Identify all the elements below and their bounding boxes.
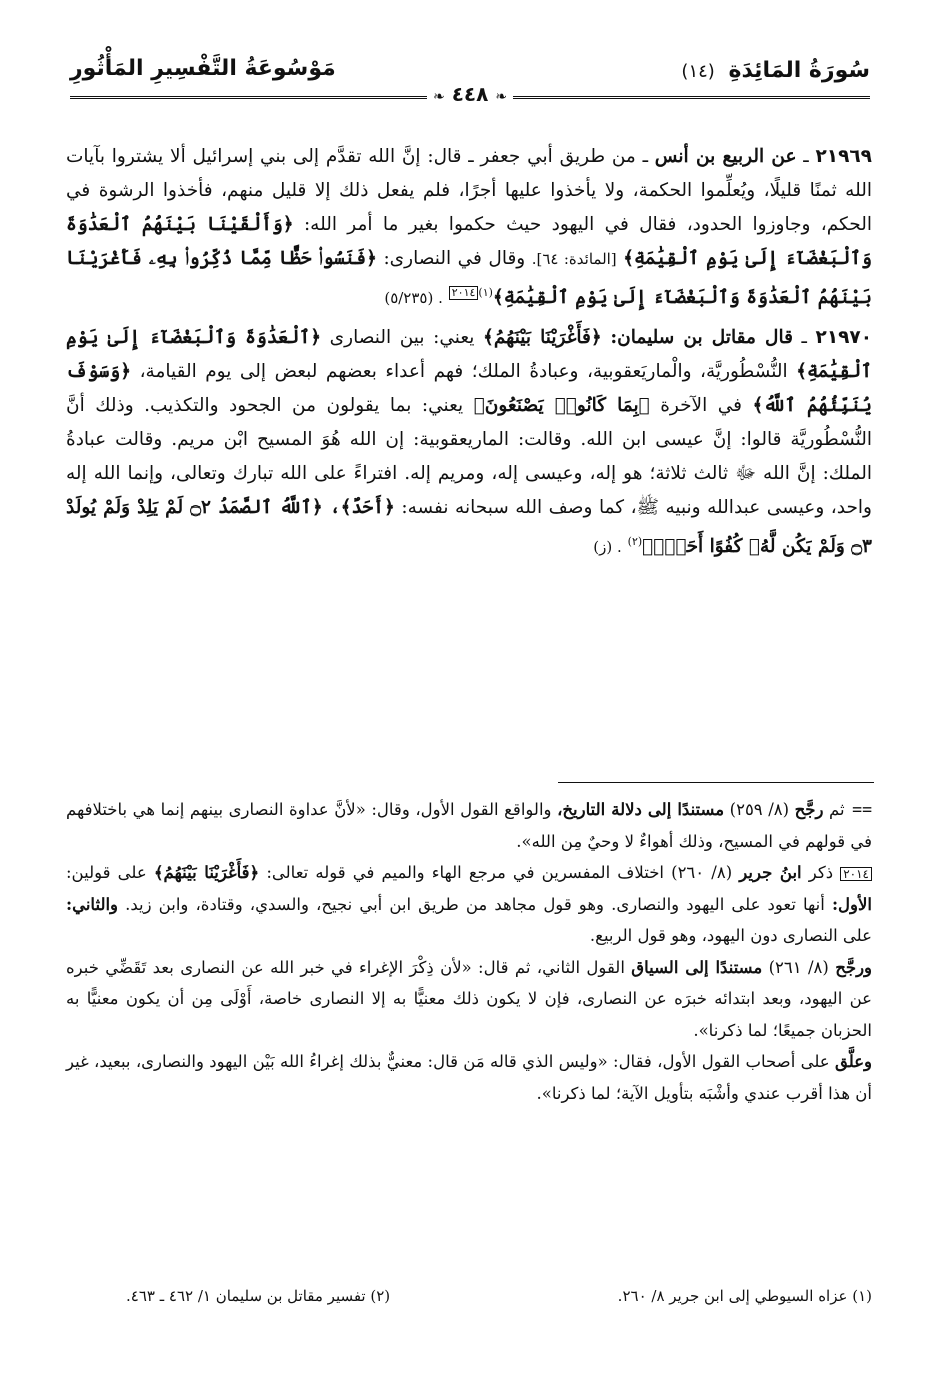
quran-quote: ﴿فَأَغْرَيْنَا بَيْنَهُمُ﴾ [483, 327, 602, 349]
footnote-ref[interactable]: (٢) [627, 535, 643, 549]
commentary-text: القول الثاني، ثم قال: «لأن ذِكْرَ الإغراء في خبر الله عن النصارى بعد تَقَضِّي خبره عن اليهود، وبعد ابتدائه خبرَه عن النصارى، فإن لا يكون ذلك معنيًّا به إلا النصارى خاصة، أَوْلَى مِن أن يكون معنيًّا به الحزبان جميعًا؛ لما ذكرنا». [66, 957, 872, 1040]
quran-quote: ﴿وَأَلْقَيْنَا بَيْنَهُمُ ٱلْعَدَٰوَةَ وَٱلْبَغْضَآءَ إِلَىٰ يَوْمِ ٱلْقِيَٰمَةِ﴾ [66, 214, 872, 269]
footnote-ref[interactable]: (١) [478, 286, 493, 299]
page-number-block [427, 82, 513, 106]
sura-name: سُورَةُ المَائِدَةِ [728, 58, 870, 83]
verse-citation: [المائدة: ٦٤]. [531, 250, 617, 268]
entry-number: ٢١٩٦٩ [815, 146, 872, 167]
sura-title [681, 58, 870, 83]
continuation-mark: == [852, 800, 873, 819]
commentary-text: على النصارى دون اليهود، وهو قول الربيع. [589, 926, 872, 945]
entry-source: قال مقاتل بن سليمان: [610, 327, 793, 349]
commentary-keyword: ابنُ جرير [739, 863, 802, 882]
commentary-paragraph [66, 952, 872, 1047]
quran-quote: ﴿ٱلْعَدَٰوَةَ وَٱلْبَغْضَآءَ إِلَىٰ يَوْمِ ٱلْقِيَٰمَةِ﴾ [66, 327, 873, 383]
footnote-separator [558, 782, 874, 783]
commentary-text: أنها تعود على اليهود والنصارى. وهو قول مجاهد من طريق ابن أبي نجيح، والسدي، وقتادة، وابن زيد. [125, 894, 825, 914]
commentary-text: (٨/ ٢٦١) [768, 957, 829, 977]
commentary-keyword: ورجَّح [835, 957, 873, 977]
quran-quote: ﴿وَسَوْفَ يُنَبِّئُهُمُ ٱللَّهُ﴾ [66, 361, 872, 417]
volume-ref: . (٥/٢٣٥) [384, 289, 443, 308]
sura-number: (١٤) [681, 61, 715, 82]
page-number: ٤٤٨ [451, 82, 489, 106]
page-header [70, 52, 870, 106]
commentary-ref-box: ٢٠١٤ [840, 867, 872, 881]
book-title: مَوْسُوعَةُ التَّفْسِيرِ المَأْثُورِ [70, 56, 336, 81]
commentary-text: على أصحاب القول الأول، فقال: «وليس الذي قاله مَن قال: معنيٌّ بذلك إغراءُ الله بَيْن اليهود والنصارى، ببعيد، غير أن هذا أقرب عندي وأشْبَه بتأويل الآية؛ لما ذكرنا». [66, 1052, 872, 1103]
main-text [66, 140, 872, 570]
commentary-paragraph [66, 794, 872, 857]
entry-text: ـ من طريق أبي جعفر ـ قال: إنَّ الله تقدَّم إلى بني إسرائيل ألا يشتروا بآيات الله ثمنًا قليلًا، ويُعلِّموا الحكمة، ولا يأخذوا عليها أجرًا، فلم يفعل ذلك إلا قليل منهم، فأخذوا الرشوة في الحكم، وجاوزوا الحدود، فقال في اليهود حيث حكموا بغير ما أمر الله: [66, 146, 872, 235]
commentary-section [66, 794, 872, 1109]
entry-text: النُّسْطُوريَّة، والْماريَعقوبية، وعبادةُ الملك؛ فهم أعداء بعضهم لبعض إلى يوم القيامة، [139, 361, 788, 383]
entry-text: يعني: بين النصارى [329, 327, 475, 349]
commentary-text: (٨/ ٢٥٩) [729, 800, 790, 819]
quran-quote: ﴿أَحَدٌ﴾، ﴿ٱللَّهُ ٱلصَّمَدُ ۝٢ لَمْ يَلِدْ وَلَمْ يُولَدْ ۝٣ وَلَمْ يَكُن لَّهُۥ كُفُوًا أَحَدٌۢ﴾ [66, 497, 872, 558]
footnote-1: (١) عزاه السيوطي إلى ابن جرير ٨/ ٢٦٠. [617, 1287, 872, 1305]
commentary-text: (٨/ ٢٦٠) اختلاف المفسرين في مرجع الهاء والميم في قوله تعالى: [266, 863, 733, 882]
entry-number: ٢١٩٧٠ [815, 327, 873, 349]
entry-source: عن الربيع بن أنس [654, 146, 797, 167]
commentary-paragraph [66, 1046, 872, 1109]
commentary-keyword: مستندًا إلى السياق [631, 957, 763, 977]
commentary-ref-box[interactable]: ٢٠١٤ [449, 286, 479, 300]
narration-entry: ٢١٩٧٠ ـ قال مقاتل بن سليمان: ﴿فَأَغْرَيْنَا بَيْنَهُمُ﴾ يعني: بين النصارى ﴿ٱلْعَدَٰوَةَ وَٱلْبَغْضَآءَ إِلَىٰ يَوْمِ ٱلْقِيَٰمَةِ﴾ النُّسْطُوريَّة، والْماريَعقوبية، وعبادةُ الملك؛ فهم أعداء بعضهم لبعض إلى يوم القيامة، ﴿وَسَوْفَ يُنَبِّئُهُمُ ٱللَّهُ﴾ في الآخرة ﴿بِمَا كَانُوا۟ يَصْنَعُونَ﴾ يعني: بما يقولون من الجحود والتكذيب. وذلك أنَّ النُّسْطُوريَّة قالوا: إنَّ عيسى ابن الله. وقالت: الماريعقوبية: إن الله هُوَ المسيح ابْن مريم. وقالت عبادةُ الملك: إنَّ الله ﷻ ثالث ثلاثة؛ هو إله، وعيسى إله، ومريم إله. افتراءً على الله تبارك وتعالى، وإنما الله إله واحد، وعيسى عبدالله ونبيه ﷺ، كما وصف الله سبحانه نفسه: ﴿أَحَدٌ﴾، ﴿ٱللَّهُ ٱلصَّمَدُ ۝٢ لَمْ يَلِدْ وَلَمْ يُولَدْ ۝٣ وَلَمْ يَكُن لَّهُۥ كُفُوًا أَحَدٌۢ﴾$^{(٢)}$ . (ز) [66, 327, 873, 558]
commentary-keyword: الأول: [831, 894, 872, 914]
commentary-text: والواقع القول الأول، وقال: «لأنَّ عداوة النصارى بينهم إنما هي باختلافهم في قولهم في المسيح، وذلك أهواءٌ لا وحيٌ مِن الله». [66, 800, 872, 851]
quran-quote: ﴿فَأَغْرَيْنَا بَيْنَهُمُ﴾ [153, 863, 260, 882]
commentary-keyword: مستندًا إلى دلالة التاريخ، [557, 800, 725, 819]
commentary-keyword: رجَّح [794, 800, 824, 819]
ornament-icon: ❧ [432, 89, 445, 105]
commentary-text: على قولين: [66, 863, 147, 882]
quran-quote: ﴿بِمَا كَانُوا۟ يَصْنَعُونَ﴾ [473, 395, 650, 417]
entry-text: في الآخرة [660, 395, 743, 417]
quran-quote: ﴿فَنَسُوا۟ حَظًّا مِّمَّا ذُكِّرُوا۟ بِهِۦ فَأَغْرَيْنَا بَيْنَهُمُ ٱلْعَدَٰوَةَ وَٱلْبَغْضَآءَ إِلَىٰ يَوْمِ ٱلْقِيَٰمَةِ﴾ [66, 248, 872, 309]
commentary-keyword: وعلَّق [834, 1052, 873, 1071]
commentary-text: ذكر [808, 863, 834, 882]
commentary-text: ثم [829, 800, 845, 819]
footnote-2: (٢) تفسير مقاتل بن سليمان ١/ ٤٦٢ ـ ٤٦٣. [126, 1287, 391, 1305]
footnotes [66, 1287, 872, 1311]
narration-entry: ٢١٩٦٩ ـ عن الربيع بن أنس ـ من طريق أبي جعفر ـ قال: إنَّ الله تقدَّم إلى بني إسرائيل ألا يشتروا بآيات الله ثمنًا قليلًا، ويُعلِّموا الحكمة، ولا يأخذوا عليها أجرًا، فلم يفعل ذلك إلا قليل منهم، فأخذوا الرشوة في الحكم، وجاوزوا الحدود، فقال في اليهود حيث حكموا بغير ما أمر الله: ﴿وَأَلْقَيْنَا بَيْنَهُمُ ٱلْعَدَٰوَةَ وَٱلْبَغْضَآءَ إِلَىٰ يَوْمِ ٱلْقِيَٰمَةِ﴾ [المائدة: ٦٤]. وقال في النصارى: ﴿فَنَسُوا۟ حَظًّا مِّمَّا ذُكِّرُوا۟ بِهِۦ فَأَغْرَيْنَا بَيْنَهُمُ ٱلْعَدَٰوَةَ وَٱلْبَغْضَآءَ إِلَىٰ يَوْمِ ٱلْقِيَٰمَةِ﴾$^{(١)}$٢٠١٤ . (٥/٢٣٥) [66, 146, 872, 309]
commentary-paragraph [66, 857, 872, 952]
volume-ref: . (ز) [593, 538, 622, 557]
entry-text: يعني: بما يقولون من الجحود والتكذيب. وذلك أنَّ النُّسْطُوريَّة قالوا: إنَّ عيسى ابن الله. وقالت: الماريعقوبية: إن الله هُوَ المسيح ابْن مريم. وقالت عبادةُ الملك: إنَّ الله ﷻ ثالث ثلاثة؛ هو إله، وعيسى إله، ومريم إله. افتراءً على الله تبارك وتعالى، وإنما الله إله واحد، وعيسى عبدالله ونبيه ﷺ، كما وصف الله سبحانه نفسه: [66, 395, 872, 519]
entry-text: وقال في النصارى: [383, 248, 526, 269]
ornament-icon: ❧ [495, 89, 508, 105]
commentary-keyword: والثاني: [66, 894, 119, 914]
